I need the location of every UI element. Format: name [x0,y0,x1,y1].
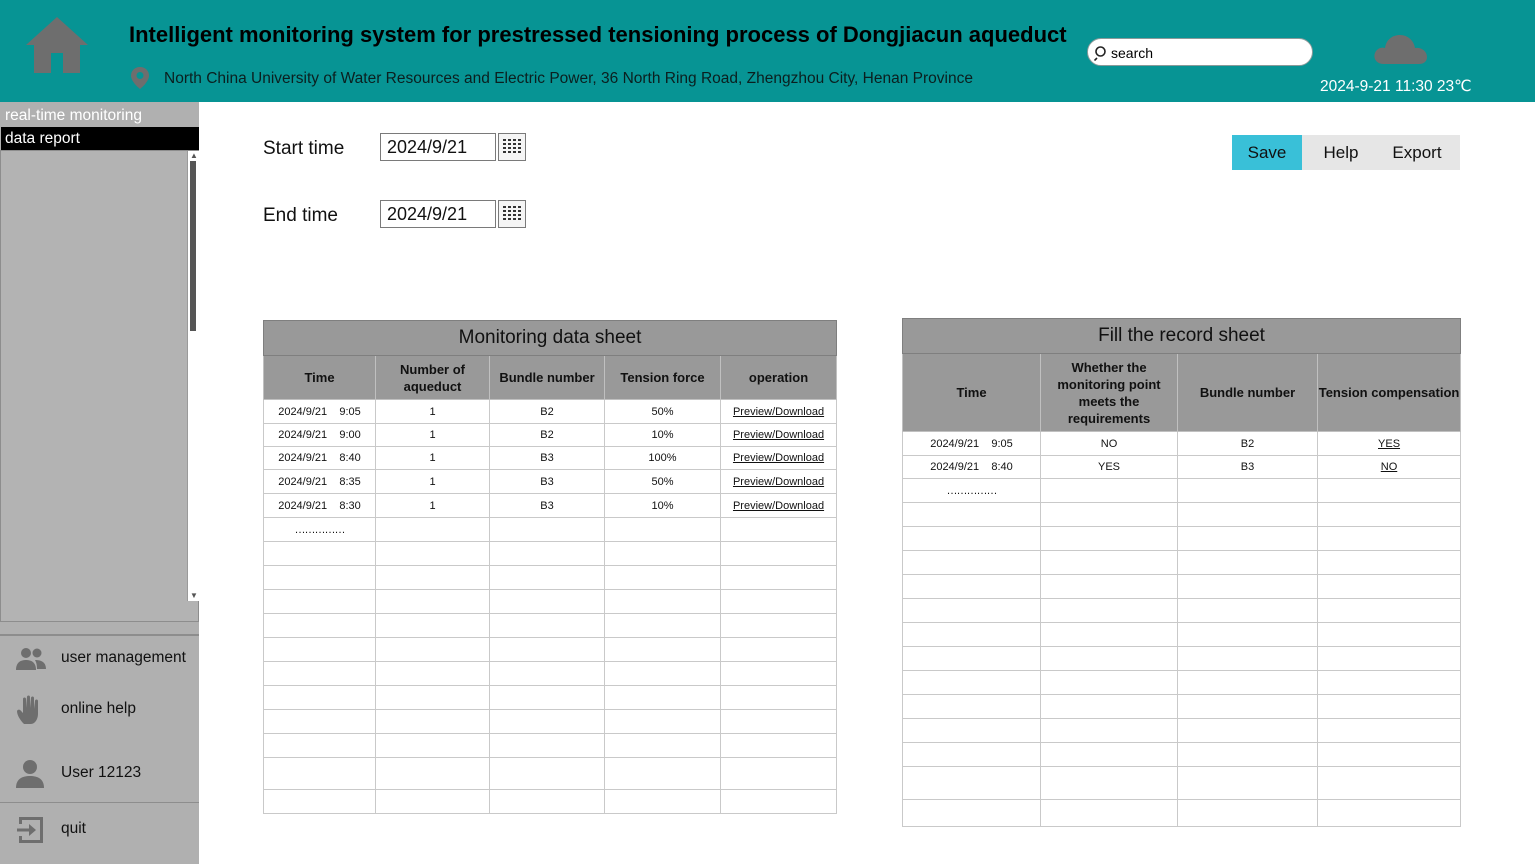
online-help-button[interactable] [0,688,199,732]
exit-icon [15,814,47,846]
cell-aqueduct: 1 [376,400,490,424]
cell-bundle: B2 [490,424,605,447]
preview-download-link[interactable]: Preview/Download [732,452,825,464]
table-row [903,671,1461,695]
help-button[interactable]: Help [1323,143,1359,162]
quit-button[interactable] [0,808,199,852]
table-row [903,647,1461,671]
table-row [903,767,1461,800]
cell-force: 100% [605,447,721,470]
quit-label: quit [61,820,86,837]
record-table-title: Fill the record sheet [903,319,1461,354]
table-row [264,638,837,662]
table-row [903,456,1461,479]
cell-aqueduct: 1 [376,494,490,518]
vertical-scrollbar[interactable] [187,151,199,601]
monitoring-table-title: Monitoring data sheet [264,321,837,356]
cell-time: 2024/9/21 9:05 [903,432,1041,456]
table-row [264,400,837,424]
online-help-label: online help [61,700,136,717]
scroll-thumb[interactable] [190,161,196,331]
ellipsis-cell: …………… [264,518,376,542]
start-calendar-button[interactable] [498,133,526,161]
sidebar [0,102,199,864]
table-row [264,518,837,542]
column-header-time: Time [264,356,376,400]
end-calendar-button[interactable] [498,200,526,228]
location-pin-icon [130,66,150,90]
table-row [264,710,837,734]
cell-bundle: B2 [490,400,605,424]
table-row [903,719,1461,743]
divider [0,634,199,636]
table-row [903,743,1461,767]
cell-bundle: B3 [1178,456,1318,479]
compensation-link[interactable]: YES [1378,437,1401,450]
table-row [903,575,1461,599]
preview-download-link[interactable]: Preview/Download [732,429,825,441]
cell-bundle: B3 [490,494,605,518]
nav-real-time-monitoring[interactable]: real-time monitoring [1,104,199,127]
column-header-meets-requirements: Whether the monitoring point meets the requirements [1041,354,1178,432]
table-row [264,734,837,758]
cell-force: 10% [605,494,721,518]
column-header-operation: operation [721,356,837,400]
user-icon [15,758,47,790]
table-row [264,424,837,447]
cell-time: 2024/9/21 8:40 [264,447,376,470]
search-icon [1094,45,1110,61]
column-header-tension-compensation: Tension compensation [1318,354,1461,432]
nav-data-report[interactable]: data report [1,127,199,150]
table-row [264,542,837,566]
cell-aqueduct: 1 [376,447,490,470]
ellipsis-cell: …………… [903,479,1041,503]
cell-aqueduct: 1 [376,424,490,447]
cell-bundle: B3 [490,470,605,494]
cell-time: 2024/9/21 9:00 [264,424,376,447]
cell-bundle: B3 [490,447,605,470]
table-row [264,614,837,638]
table-row [264,686,837,710]
record-sheet-table [902,318,1461,827]
cloud-icon [1372,30,1428,68]
export-button[interactable]: Export [1392,143,1442,162]
user-name-label: User 12123 [61,764,142,781]
search-box[interactable] [1087,38,1313,66]
table-row [903,479,1461,503]
end-time-label: End time [263,205,338,226]
table-row [903,695,1461,719]
scroll-up-arrow-icon[interactable]: ▲ [190,151,198,160]
table-row [903,551,1461,575]
scroll-down-arrow-icon[interactable]: ▼ [190,591,198,600]
preview-download-link[interactable]: Preview/Download [732,499,825,512]
start-time-input[interactable] [380,133,496,161]
table-row [903,432,1461,456]
table-row [264,662,837,686]
user-management-label: user management [61,649,186,666]
cell-time: 2024/9/21 8:35 [264,470,376,494]
table-row [264,494,837,518]
save-button[interactable]: Save [1232,135,1302,170]
table-row [264,790,837,814]
table-row [903,800,1461,827]
cell-bundle: B2 [1178,432,1318,456]
address-text: North China University of Water Resources and Electric Power, 36 North Ring Road, Zhengzhou City, Henan Province [164,70,973,87]
preview-download-link[interactable]: Preview/Download [732,475,825,488]
column-header-tension-force: Tension force [605,356,721,400]
cell-force: 10% [605,424,721,447]
table-row [903,599,1461,623]
action-button-group [1232,135,1460,170]
datetime-weather: 2024-9-21 11:30 23℃ [1320,78,1472,95]
cell-force: 50% [605,470,721,494]
cell-meets: YES [1041,456,1178,479]
compensation-link[interactable]: NO [1380,461,1398,473]
preview-download-link[interactable]: Preview/Download [732,405,825,418]
table-row [264,447,837,470]
home-icon[interactable] [24,15,90,75]
user-management-button[interactable] [0,637,199,681]
cell-meets: NO [1041,432,1178,456]
cell-aqueduct: 1 [376,470,490,494]
search-input[interactable] [1111,43,1301,63]
end-time-input[interactable] [380,200,496,228]
column-header-bundle: Bundle number [490,356,605,400]
table-row [264,758,837,790]
table-row [264,470,837,494]
hand-icon [15,694,47,726]
calendar-icon [499,134,525,160]
cell-force: 50% [605,400,721,424]
page-title: Intelligent monitoring system for prestressed tensioning process of Dongjiacun aqueduct [129,22,1067,47]
column-header-time: Time [903,354,1041,432]
table-row [264,590,837,614]
table-row [903,623,1461,647]
table-row [264,566,837,590]
user-account-button[interactable] [0,752,199,796]
monitoring-data-table [263,320,837,814]
nav-list-panel [0,150,199,622]
column-header-bundle: Bundle number [1178,354,1318,432]
start-time-label: Start time [263,138,345,159]
calendar-icon [499,201,525,227]
users-icon [15,643,47,675]
cell-time: 2024/9/21 9:05 [264,400,376,424]
table-row [903,527,1461,551]
column-header-aqueduct: Number of aqueduct [376,356,490,400]
cell-time: 2024/9/21 8:40 [903,456,1041,479]
table-row [903,503,1461,527]
cell-time: 2024/9/21 8:30 [264,494,376,518]
app-header [0,0,1535,102]
